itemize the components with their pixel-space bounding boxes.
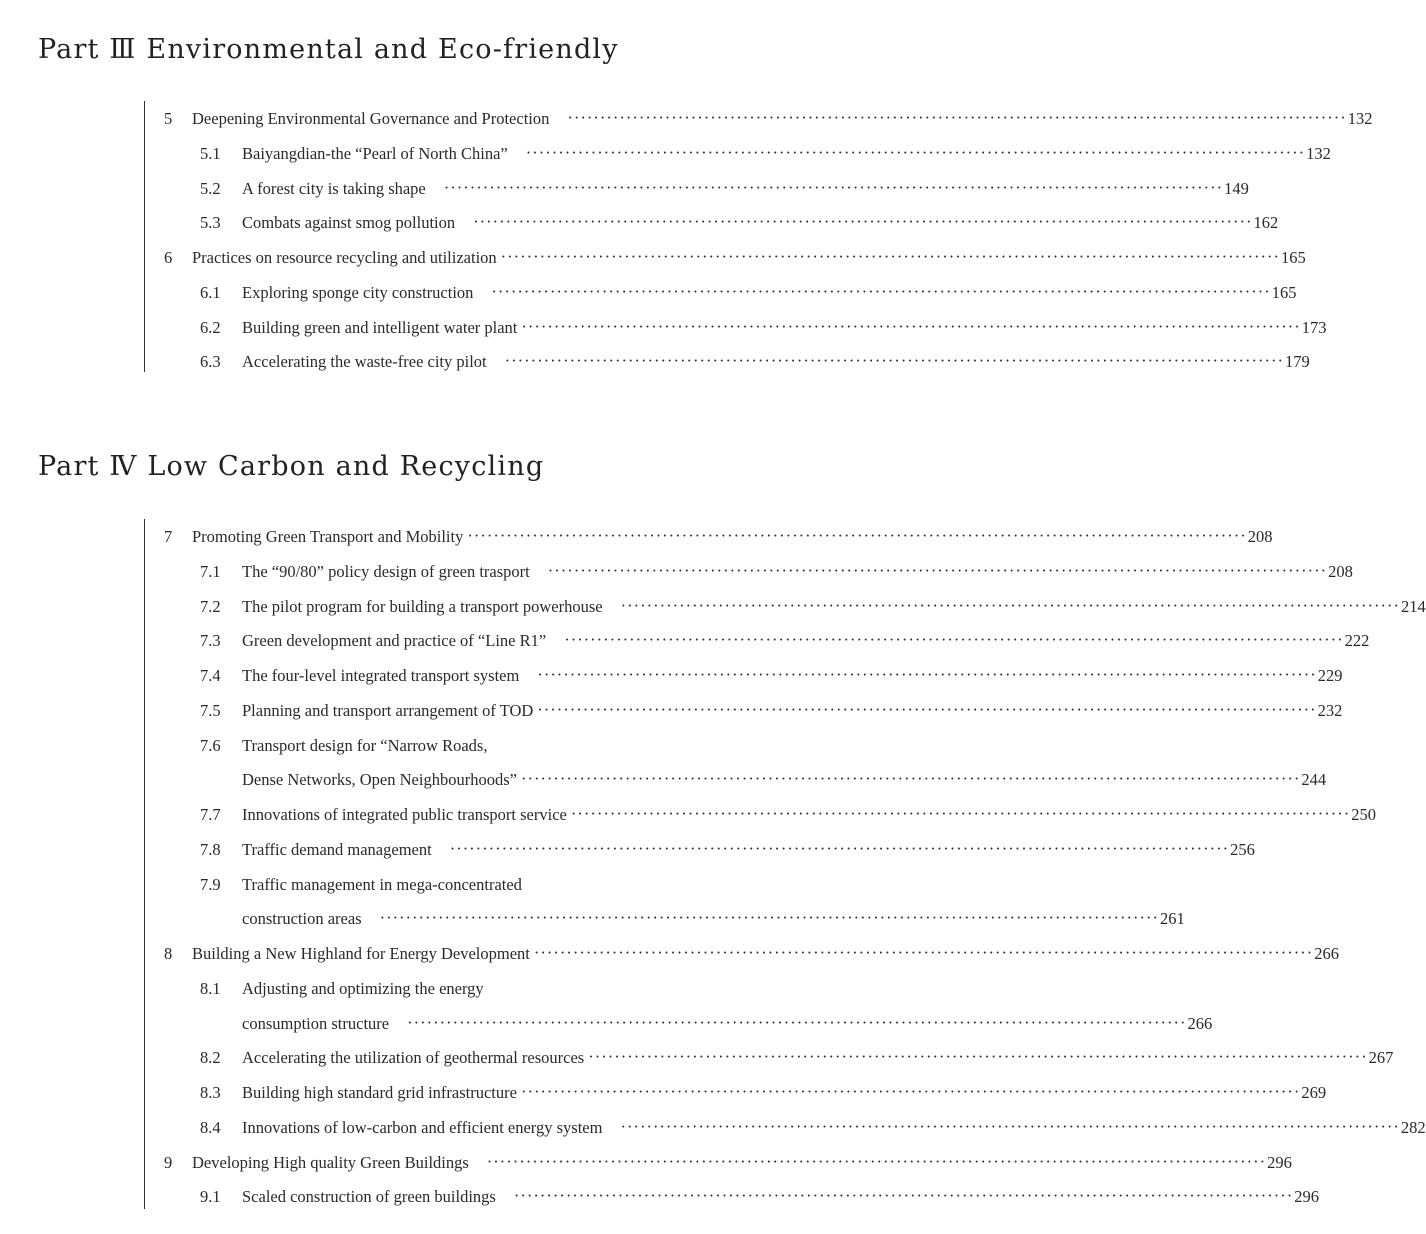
dot-leader: ························································································································ xyxy=(491,281,1271,301)
toc-section-entry[interactable] xyxy=(144,1075,1327,1110)
page-number: 179 xyxy=(1285,352,1310,372)
toc-section-entry[interactable] xyxy=(144,832,1255,867)
toc-part-3 xyxy=(144,101,1373,372)
entry-title: Innovations of low-carbon and efficient energy system xyxy=(242,1117,603,1137)
entry-number: 5.3 xyxy=(200,213,221,233)
entry-number: 8.1 xyxy=(200,978,221,998)
dot-leader: ························································································································ xyxy=(620,595,1400,615)
page-number: 229 xyxy=(1317,666,1343,685)
dot-leader: ························································································································ xyxy=(379,908,1159,928)
entry-title: Innovations of integrated public transport service xyxy=(242,805,567,824)
dot-leader: ························································································································ xyxy=(521,316,1301,336)
dot-leader: ························································································································ xyxy=(486,1151,1267,1171)
dot-leader: ························································································································ xyxy=(467,526,1247,545)
entry-title: The “90/80” policy design of green trasport xyxy=(242,561,530,581)
part-title: Part Ⅲ Environmental and Eco-friendly xyxy=(38,34,619,65)
entry-title: Dense Networks, Open Neighbourhoods” xyxy=(242,770,517,790)
entry-number: 7.1 xyxy=(200,561,221,581)
page-number: 282 xyxy=(1400,1117,1426,1137)
toc-section-entry[interactable] xyxy=(144,971,727,1006)
entry-number: 5.1 xyxy=(200,143,221,163)
entry-title: Exploring sponge city construction xyxy=(242,282,474,302)
toc-section-entry[interactable] xyxy=(144,1110,1426,1145)
dot-leader: ························································································································ xyxy=(443,177,1224,197)
toc-section-entry[interactable] xyxy=(144,1006,1213,1041)
entry-title: Building green and intelligent water plant xyxy=(242,317,518,337)
page-number: 222 xyxy=(1344,631,1370,651)
dot-leader: ························································································································ xyxy=(513,1186,1294,1206)
entry-title: The pilot program for building a transport powerhouse xyxy=(242,596,603,616)
entry-number: 7.6 xyxy=(200,735,221,755)
page-number: 132 xyxy=(1306,143,1331,163)
entry-number: 9.1 xyxy=(200,1187,221,1207)
entry-title: Scaled construction of green buildings xyxy=(242,1187,496,1207)
toc-chapter-entry[interactable] xyxy=(144,519,1273,554)
entry-number: 5 xyxy=(164,109,173,128)
entry-title: Traffic management in mega-concentrated xyxy=(242,874,522,894)
dot-leader: ························································································································ xyxy=(533,943,1314,962)
dot-leader: ························································································································ xyxy=(504,351,1284,371)
toc-section-entry[interactable] xyxy=(144,310,1327,345)
entry-title: Accelerating the waste-free city pilot xyxy=(242,352,487,372)
page-number: 296 xyxy=(1267,1152,1292,1172)
dot-leader: ························································································································ xyxy=(564,630,1344,650)
entry-number: 7.8 xyxy=(200,839,221,859)
entry-title: The four-level integrated transport system xyxy=(242,666,520,685)
toc-section-entry[interactable] xyxy=(144,136,1331,171)
page-number: 214 xyxy=(1400,596,1426,616)
entry-number: 8.3 xyxy=(200,1083,221,1102)
toc-section-entry[interactable] xyxy=(144,762,1327,797)
page-number: 269 xyxy=(1301,1083,1327,1102)
toc-section-entry[interactable] xyxy=(144,728,727,763)
dot-leader: ························································································································ xyxy=(500,247,1281,266)
dot-leader: ························································································································ xyxy=(588,1047,1368,1067)
dot-leader: ························································································································ xyxy=(570,804,1351,823)
entry-title: Adjusting and optimizing the energy xyxy=(242,978,484,998)
toc-chapter-entry[interactable] xyxy=(144,936,1339,971)
entry-title: Promoting Green Transport and Mobility xyxy=(192,527,464,546)
entry-number: 6.1 xyxy=(200,282,221,302)
page-number: 266 xyxy=(1314,944,1339,963)
toc-chapter-entry[interactable] xyxy=(144,101,1373,136)
page-number: 266 xyxy=(1187,1013,1213,1033)
page-number: 165 xyxy=(1271,282,1297,302)
dot-leader: ························································································································ xyxy=(520,1082,1301,1101)
entry-title: Planning and transport arrangement of TOD xyxy=(242,700,534,720)
entry-title: consumption structure xyxy=(242,1013,390,1033)
dot-leader: ························································································································ xyxy=(473,212,1253,232)
entry-title: Practices on resource recycling and utilization xyxy=(192,248,497,267)
entry-number: 7.5 xyxy=(200,700,221,720)
dot-leader: ························································································································ xyxy=(537,665,1317,684)
page-number: 250 xyxy=(1351,805,1376,824)
entry-title: construction areas xyxy=(242,909,362,929)
page-number: 173 xyxy=(1301,317,1327,337)
entry-title: Traffic demand management xyxy=(242,839,432,859)
dot-leader: ························································································································ xyxy=(547,560,1328,580)
dot-leader: ························································································································ xyxy=(537,699,1317,719)
entry-number: 6 xyxy=(164,248,173,267)
toc-section-entry[interactable] xyxy=(144,554,1353,589)
toc-section-entry[interactable] xyxy=(144,658,1343,693)
entry-title: Deepening Environmental Governance and Protection xyxy=(192,109,550,128)
dot-leader: ························································································································ xyxy=(407,1012,1187,1032)
toc-section-entry[interactable] xyxy=(144,171,1249,206)
page-number: 149 xyxy=(1224,178,1249,198)
toc-section-entry[interactable] xyxy=(144,623,1370,658)
entry-number: 7.7 xyxy=(200,805,221,824)
page-number: 261 xyxy=(1159,909,1185,929)
entry-number: 7.3 xyxy=(200,631,221,651)
dot-leader: ························································································································ xyxy=(520,769,1301,789)
toc-section-entry[interactable] xyxy=(144,867,727,902)
page-number: 162 xyxy=(1253,213,1279,233)
entry-number: 8 xyxy=(164,944,173,963)
entry-title: A forest city is taking shape xyxy=(242,178,426,198)
entry-title: Building a New Highland for Energy Development xyxy=(192,944,530,963)
entry-number: 6.3 xyxy=(200,352,221,372)
entry-number: 9 xyxy=(164,1152,173,1172)
page-number: 165 xyxy=(1281,248,1306,267)
toc-section-entry[interactable] xyxy=(144,275,1297,310)
page-number: 132 xyxy=(1347,109,1373,128)
dot-leader: ························································································································ xyxy=(620,1116,1400,1136)
entry-number: 7.9 xyxy=(200,874,221,894)
page-number: 208 xyxy=(1328,561,1353,581)
page-number: 232 xyxy=(1317,700,1343,720)
toc-section-entry[interactable] xyxy=(144,344,1310,379)
entry-number: 7.2 xyxy=(200,596,221,616)
toc-section-entry[interactable] xyxy=(144,797,1376,832)
page-number: 256 xyxy=(1230,839,1255,859)
entry-number: 8.4 xyxy=(200,1117,221,1137)
toc-section-entry[interactable] xyxy=(144,901,1185,936)
toc-section-entry[interactable] xyxy=(144,1179,1319,1214)
toc-section-entry[interactable] xyxy=(144,693,1343,728)
page-number: 244 xyxy=(1301,770,1327,790)
entry-number: 7.4 xyxy=(200,666,221,685)
toc-section-entry[interactable] xyxy=(144,205,1279,240)
entry-title: Accelerating the utilization of geothermal resources xyxy=(242,1048,585,1068)
entry-number: 8.2 xyxy=(200,1048,221,1068)
page-number: 208 xyxy=(1247,527,1273,546)
entry-number: 7 xyxy=(164,527,173,546)
entry-title: Baiyangdian-the “Pearl of North China” xyxy=(242,143,508,163)
part-title: Part Ⅳ Low Carbon and Recycling xyxy=(38,451,545,482)
dot-leader: ························································································································ xyxy=(567,108,1347,127)
dot-leader: ························································································································ xyxy=(449,838,1230,858)
entry-title: Green development and practice of “Line R1” xyxy=(242,631,547,651)
toc-section-entry[interactable] xyxy=(144,589,1426,624)
entry-title: Building high standard grid infrastructure xyxy=(242,1083,517,1102)
toc-chapter-entry[interactable] xyxy=(144,240,1306,275)
entry-title: Developing High quality Green Buildings xyxy=(192,1152,469,1172)
page-number: 296 xyxy=(1294,1187,1319,1207)
entry-number: 5.2 xyxy=(200,178,221,198)
entry-number: 6.2 xyxy=(200,317,221,337)
toc-section-entry[interactable] xyxy=(144,1040,1394,1075)
toc-part-4 xyxy=(144,519,1426,1209)
entry-title: Transport design for “Narrow Roads, xyxy=(242,735,488,755)
toc-chapter-entry[interactable] xyxy=(144,1145,1292,1180)
entry-title: Combats against smog pollution xyxy=(242,213,456,233)
page-number: 267 xyxy=(1368,1048,1394,1068)
dot-leader: ························································································································ xyxy=(525,142,1306,162)
